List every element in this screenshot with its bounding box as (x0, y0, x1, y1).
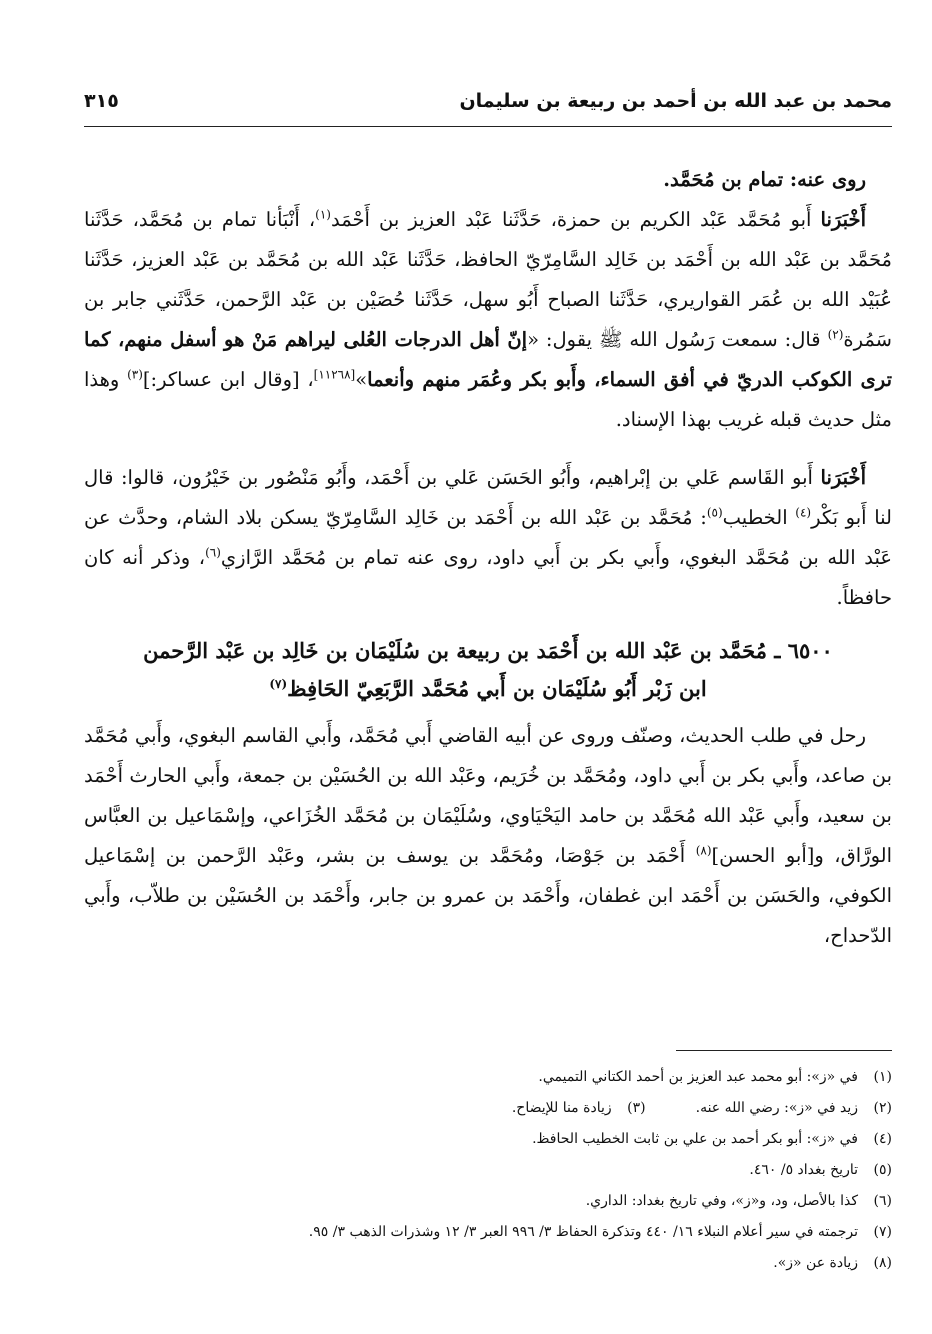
main-text (84, 160, 892, 956)
footnote-number: (٤) (873, 1131, 892, 1147)
narrated-by-text: روى عنه: تمام بن مُحَمَّد. (663, 168, 866, 191)
footnote-text: في «ز»: أبو محمد عبد العزيز بن أحمد الكتاني التميمي. (538, 1069, 858, 1085)
page-header (84, 84, 892, 120)
khatib-paragraph (84, 458, 892, 618)
hadith-paragraph (84, 200, 892, 440)
paragraph-text: أَبو القَاسم عَلي بن إبْراهيم، وأَبُو الحَسَن عَلي بن أَحْمَد، وأَبُو مَنْصُور بن خَيْرُون، قالوا: قال لنا أَبو بَكْر (84, 466, 892, 529)
footnote-number: (٢) (873, 1100, 892, 1116)
biography-entry-heading (84, 632, 892, 708)
footnote-ref: (٥) (706, 505, 723, 520)
footnotes (84, 1062, 892, 1279)
footnote (84, 1186, 892, 1217)
footnote (84, 1248, 892, 1279)
footnote-number: (٦) (873, 1193, 892, 1209)
paragraph-text: الخطيب (722, 506, 796, 529)
footnote-text: ترجمته في سير أعلام النبلاء ١٦/ ٤٤٠ وتذكرة الحفاظ ٣/ ٩٩٦ العبر ٣/ ١٢ وشذرات الذهب ٣/ ٩٥. (308, 1224, 858, 1240)
entry-heading-line: ٦٥٠٠ ـ مُحَمَّد بن عَبْد الله بن أَحْمَد بن ربيعة بن سُلَيْمَان بن خَالِد بن عَبْد الرَّحمن (143, 638, 833, 663)
footnote-ref: (١) (315, 207, 331, 222)
running-head: محمد بن عبد الله بن أحمد بن ربيعة بن سليمان (459, 90, 892, 112)
footnote-number: (٧) (873, 1224, 892, 1240)
hadith-number: [١١٢٦٨] (313, 367, 356, 382)
paragraph-text: ، وذكر أنه كان حافظاً. (84, 546, 892, 609)
footnote-text: زيد في «ز»: رضي الله عنه. (695, 1100, 858, 1116)
footnote-number: (١) (873, 1069, 892, 1085)
footnote-number: (٨) (873, 1255, 892, 1271)
footnote-text: زيادة منا للإيضاح. (511, 1100, 612, 1116)
paragraph-text: ، [وقال ابن عساكر:] (142, 368, 314, 391)
footnote-ref: (٣) (127, 367, 143, 382)
footnote-ref: (٧) (269, 677, 288, 691)
header-rule (84, 126, 892, 127)
footnote (84, 1093, 892, 1124)
entry-heading-text: ابن زَبْر أَبُو سُلَيْمَان بن أَبي مُحَمَّد الرَّبَعِيّ الحَافِظ (287, 676, 707, 701)
entry-heading-line-2 (84, 670, 892, 708)
footnote-ref: (٤) (795, 505, 812, 520)
paragraph-text: وهذا مثل حديث قبله غريب بهذا الإسناد. (84, 368, 892, 431)
footnote-text: زيادة عن «ز». (773, 1255, 858, 1271)
paragraph-text: ، أَنْبَأنا تمام بن مُحَمَّد، حَدَّثَنا مُحَمَّد بن عَبْد الله بن أَحْمَد بن خَالِد السَّامِرّيّ الحافظ، حَدَّثَنا عَبْد الله بن مُحَمَّد بن عَبْد العزيز، حَدَّثَنا عُبَيْد الله بن عُمَر القواريري، حَدَّثَنا الصباح أَبُو سهل، حَدَّثَنا حُصَيْن بن عَبْد الرَّحمن، حَدَّثَني جابر بن سَمُرة (84, 208, 892, 351)
footnote-text: تاريخ بغداد ٥/ ٤٦٠. (749, 1162, 858, 1178)
footnote-rule (676, 1050, 892, 1051)
paragraph-text: : مُحَمَّد بن عَبْد الله بن أَحْمَد بن خَالِد السَّامِرّيّ يسكن بلاد الشام، وحدَّث عن عَبْد الله بن مُحَمَّد البغوي، وأَبي بكر بن أَبي داود، روى عنه تمام بن مُحَمَّد الرَّازي (84, 506, 892, 569)
narrated-by-paragraph (84, 160, 892, 200)
paragraph-text: رحل في طلب الحديث، وصنّف وروى عن أبيه القاضي أَبي مُحَمَّد، وأَبي القاسم البغوي، وأَبي مُحَمَّد بن صاعد، وأَبي بكر بن أَبي داود، ومُحَمَّد بن خُرَيم، وعَبْد الله بن الحُسَيْن بن جمعة، وأَبي الحارث أَحْمَد بن سعيد، وأَبي عَبْد الله مُحَمَّد بن حامد اليَحْيَاوي، وسُلَيْمَان بن مُحَمَّد الخُزَاعي، وإسْمَاعيل بن العبَّاس الورَّاق، و[أبو الحسن] (84, 724, 892, 867)
footnote (84, 1217, 892, 1248)
paragraph-lead: أَخْبَرَنا (820, 466, 866, 489)
biography-paragraph (84, 716, 892, 956)
page-number: ٣١٥ (84, 90, 119, 112)
footnote-ref: (٦) (205, 545, 221, 560)
footnote-ref: (٨) (695, 843, 712, 858)
paragraph-text: أَحْمَد بن جَوْصَا، ومُحَمَّد بن يوسف بن بشر، وعَبْد الرَّحمن بن إسْمَاعيل الكوفي، والحَسَن بن أَحْمَد ابن غطفان، وأَحْمَد بن عمرو بن جابر، وأَحْمَد بن الحُسَيْن بن طلاّب، وأَبي الدّحداح، (84, 844, 892, 947)
footnote-text: في «ز»: أبو بكر أحمد بن علي بن ثابت الخطيب الحافظ. (532, 1131, 858, 1147)
footnote-ref: (٢) (827, 327, 844, 342)
paragraph-lead: أَخْبَرَنا (820, 208, 866, 231)
footnote (84, 1062, 892, 1093)
footnote-number: (٥) (873, 1162, 892, 1178)
footnote (84, 1124, 892, 1155)
footnote (84, 1155, 892, 1186)
footnote-number: (٣) (627, 1100, 646, 1116)
footnote-text: كذا بالأصل، ود، و«ز»، وفي تاريخ بغداد: الداري. (585, 1193, 858, 1209)
hadith-text: إنّ أهل الدرجات العُلى ليراهم مَنْ هو أسفل منهم، كما ترى الكوكب الدريّ في أفق السماء، وأَبو بكر وعُمَر منهم وأنعما (84, 328, 892, 391)
paragraph-text: » (355, 368, 368, 391)
paragraph-text: قال: سمعت رَسُول الله ﷺ يقول: « (527, 328, 828, 351)
paragraph-text: أَبو مُحَمَّد عَبْد الكريم بن حمزة، حَدَّثَنا عَبْد العزيز بن أَحْمَد (330, 208, 821, 231)
